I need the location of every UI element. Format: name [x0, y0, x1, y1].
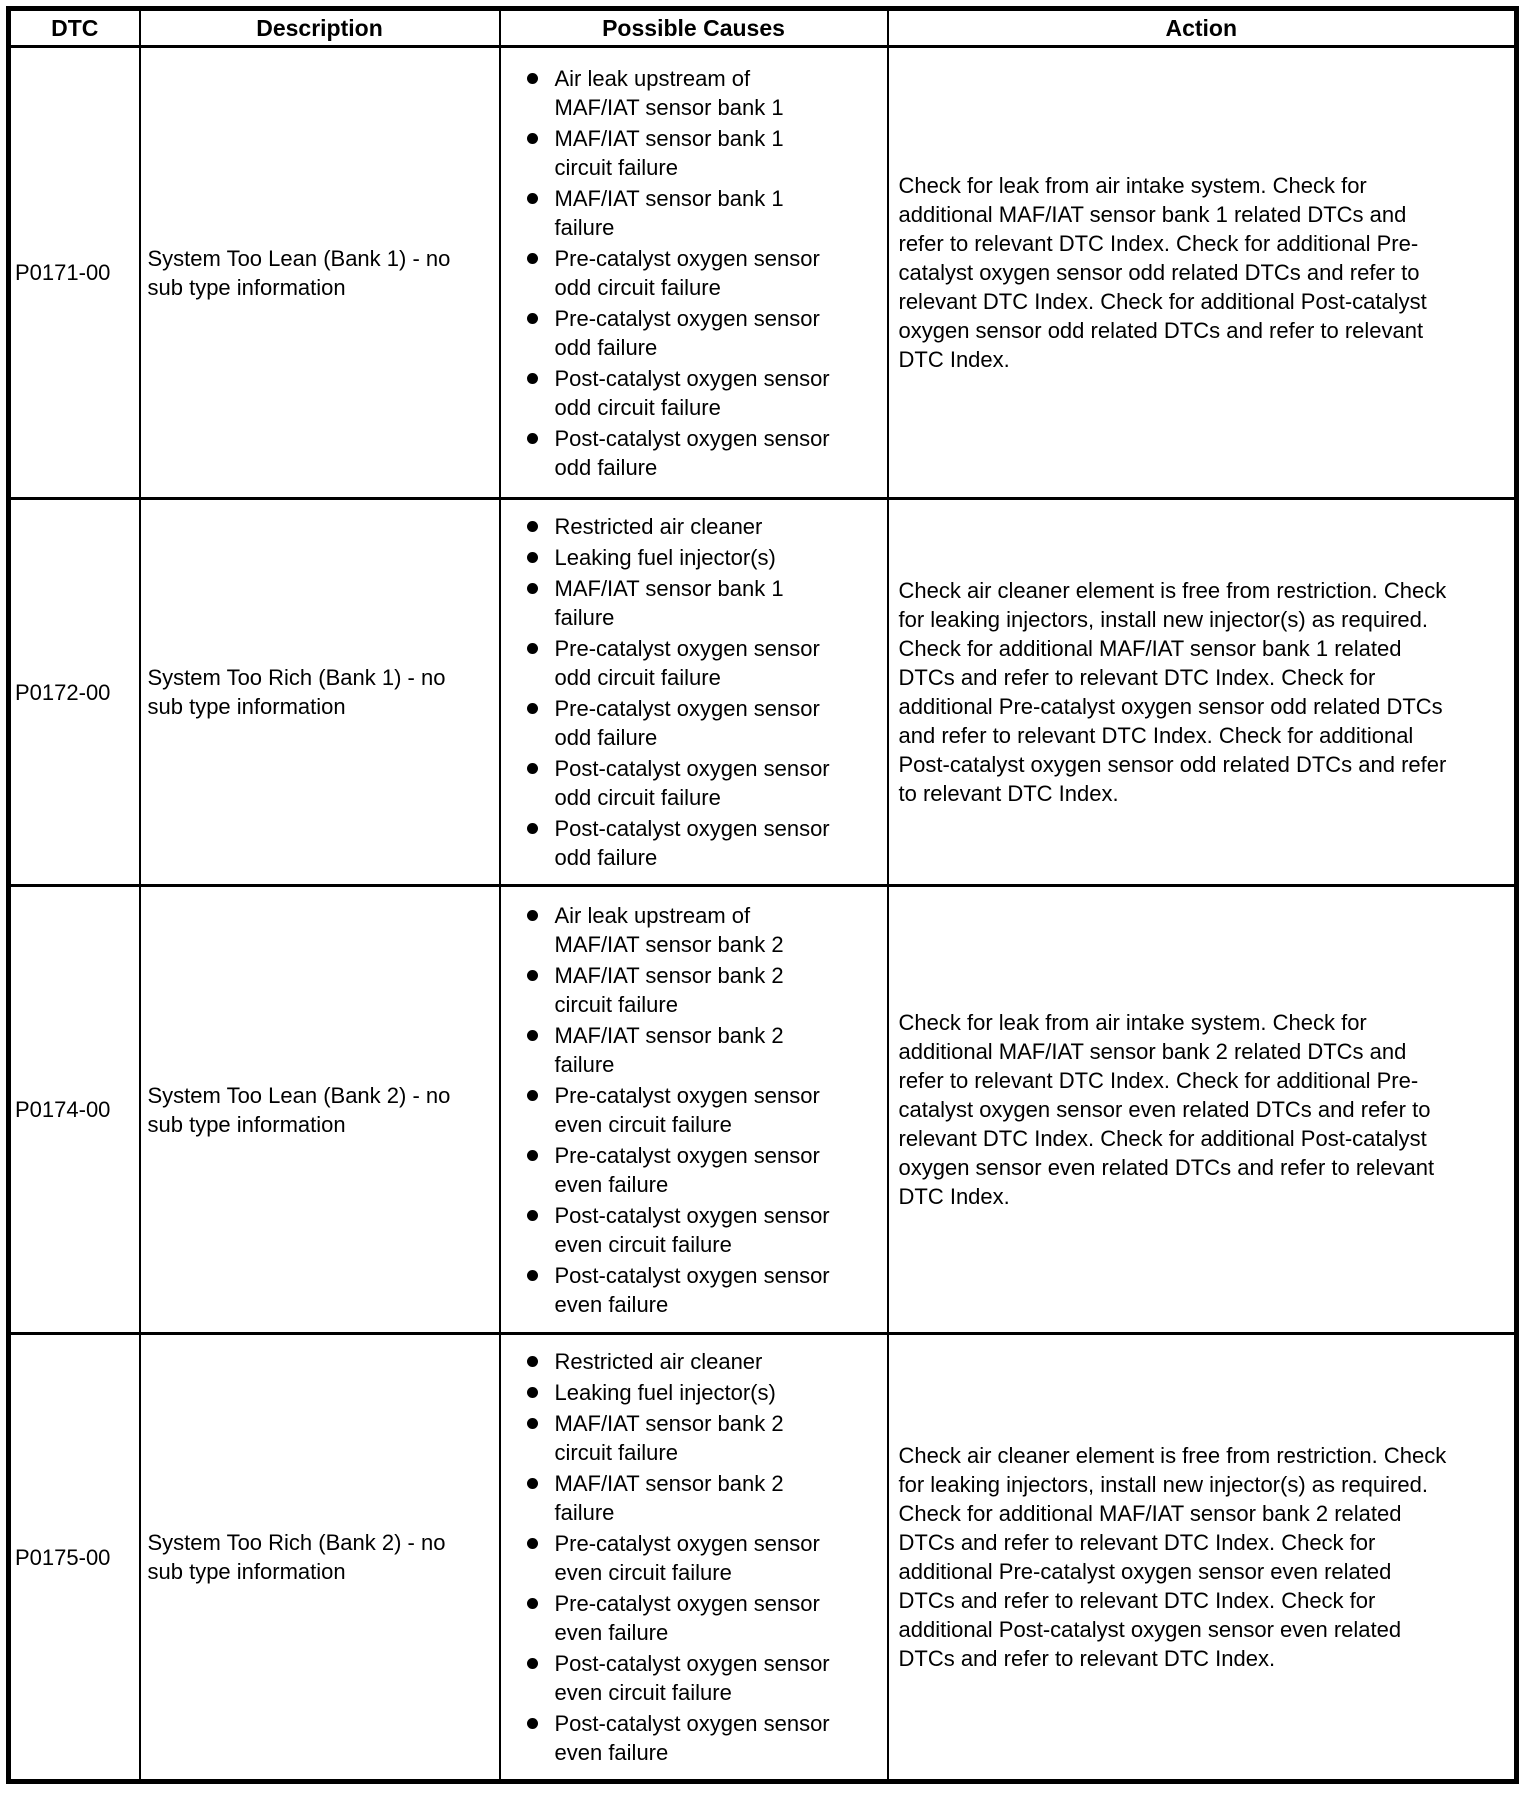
- description-text: System Too Rich (Bank 2) - no sub type information: [147, 1530, 446, 1584]
- table-row: [9, 1334, 1517, 1782]
- bullet-icon: [527, 970, 538, 981]
- action-text: Check for leak from air intake system. Check for additional MAF/IAT sensor bank 1 related DTCs and refer to relevant DTC Index. Check for additional Pre-catalyst oxygen sensor odd related DTCs and refer to relevant DTC Index. Check for additional Post-catalyst oxygen sensor odd related DTCs and refer to relevant DTC Index.: [898, 173, 1427, 372]
- cause-item: [501, 634, 887, 692]
- cause-text: MAF/IAT sensor bank 1 failure: [554, 185, 784, 240]
- dtc-cell: [9, 1334, 140, 1782]
- cause-text: Restricted air cleaner: [554, 514, 763, 539]
- action-text: Check air cleaner element is free from restriction. Check for leaking injectors, install new injector(s) as required. Check for additional MAF/IAT sensor bank 2 related DTCs and refer to relevant DTC Index. Check for additional Pre-catalyst oxygen sensor even related DTCs and refer to relevant DTC Index. Check for additional Post-catalyst oxygen sensor even related DTCs and refer to relevant DTC Index.: [898, 1443, 1447, 1671]
- possible-causes-cell: [500, 47, 888, 499]
- cause-text: MAF/IAT sensor bank 1 failure: [554, 576, 784, 630]
- table-header-row: [9, 9, 1517, 47]
- cause-text: MAF/IAT sensor bank 2 failure: [554, 1471, 784, 1525]
- cause-text: Post-catalyst oxygen sensor even circuit failure: [554, 1202, 830, 1257]
- cause-text: Restricted air cleaner: [554, 1349, 763, 1374]
- cause-item: [501, 1649, 887, 1707]
- header-action: Action: [888, 9, 1517, 47]
- dtc-code: P0174-00: [15, 1097, 111, 1122]
- cause-item: [501, 184, 887, 242]
- cause-item: [501, 814, 887, 872]
- table-row: [9, 499, 1517, 886]
- bullet-icon: [527, 313, 538, 324]
- bullet-icon: [527, 823, 538, 834]
- bullet-icon: [527, 433, 538, 444]
- cause-item: [501, 961, 887, 1019]
- cause-text: Post-catalyst oxygen sensor even failure: [554, 1262, 830, 1317]
- bullet-icon: [527, 1387, 538, 1398]
- table-row: [9, 886, 1517, 1334]
- dtc-cell: [9, 499, 140, 886]
- cause-item: [501, 364, 887, 422]
- cause-item: [501, 1141, 887, 1199]
- description-cell: [140, 47, 500, 499]
- action-text: Check air cleaner element is free from restriction. Check for leaking injectors, install new injector(s) as required. Check for additional MAF/IAT sensor bank 1 related DTCs and refer to relevant DTC Index. Check for additional Pre-catalyst oxygen sensor odd related DTCs and refer to relevant DTC Index. Check for additional Post-catalyst oxygen sensor odd related DTCs and refer to relevant DTC Index.: [898, 578, 1447, 806]
- cause-item: [501, 574, 887, 632]
- bullet-icon: [527, 583, 538, 594]
- description-text: System Too Lean (Bank 2) - no sub type information: [147, 1082, 451, 1137]
- bullet-icon: [527, 552, 538, 563]
- dtc-code: P0172-00: [15, 679, 111, 705]
- causes-list: [501, 901, 887, 1319]
- cause-text: MAF/IAT sensor bank 2 circuit failure: [554, 1411, 784, 1465]
- bullet-icon: [527, 1210, 538, 1221]
- possible-causes-cell: [500, 1334, 888, 1782]
- cause-text: Post-catalyst oxygen sensor even circuit failure: [554, 1651, 830, 1705]
- bullet-icon: [527, 253, 538, 264]
- bullet-icon: [527, 1270, 538, 1281]
- dtc-cell: [9, 47, 140, 499]
- causes-list: [501, 1347, 887, 1767]
- cause-item: [501, 512, 887, 541]
- bullet-icon: [527, 910, 538, 921]
- cause-item: [501, 244, 887, 302]
- cause-text: Pre-catalyst oxygen sensor even failure: [554, 1142, 820, 1197]
- cause-item: [501, 124, 887, 182]
- cause-item: [501, 64, 887, 122]
- description-cell: [140, 499, 500, 886]
- cause-text: Leaking fuel injector(s): [554, 1380, 776, 1405]
- action-cell: [888, 47, 1517, 499]
- dtc-code: P0175-00: [15, 1544, 111, 1570]
- cause-item: [501, 754, 887, 812]
- causes-list: [501, 64, 887, 482]
- bullet-icon: [527, 763, 538, 774]
- description-text: System Too Lean (Bank 1) - no sub type information: [147, 245, 451, 300]
- bullet-icon: [527, 1090, 538, 1101]
- action-text: Check for leak from air intake system. Check for additional MAF/IAT sensor bank 2 related DTCs and refer to relevant DTC Index. Check for additional Pre-catalyst oxygen sensor even related DTCs and refer to relevant DTC Index. Check for additional Post-catalyst oxygen sensor even related DTCs and refer to relevant DTC Index.: [898, 1010, 1435, 1209]
- cause-item: [501, 1469, 887, 1527]
- cause-text: Pre-catalyst oxygen sensor odd circuit failure: [554, 245, 820, 300]
- cause-item: [501, 901, 887, 959]
- cause-text: MAF/IAT sensor bank 2 failure: [554, 1022, 784, 1077]
- cause-text: Post-catalyst oxygen sensor even failure: [554, 1711, 830, 1765]
- bullet-icon: [527, 1658, 538, 1669]
- causes-list: [501, 512, 887, 872]
- cause-item: [501, 1589, 887, 1647]
- table-row: [9, 47, 1517, 499]
- cause-text: Post-catalyst oxygen sensor odd circuit failure: [554, 756, 830, 810]
- bullet-icon: [527, 1718, 538, 1729]
- cause-item: [501, 304, 887, 362]
- cause-text: Post-catalyst oxygen sensor odd failure: [554, 425, 830, 480]
- cause-item: [501, 694, 887, 752]
- cause-text: Pre-catalyst oxygen sensor even circuit failure: [554, 1531, 820, 1585]
- cause-text: MAF/IAT sensor bank 1 circuit failure: [554, 125, 784, 180]
- bullet-icon: [527, 373, 538, 384]
- cause-text: Post-catalyst oxygen sensor odd circuit failure: [554, 365, 830, 420]
- cause-item: [501, 1709, 887, 1767]
- bullet-icon: [527, 1538, 538, 1549]
- cause-item: [501, 1378, 887, 1407]
- header-description: Description: [140, 9, 500, 47]
- dtc-code: P0171-00: [15, 260, 111, 285]
- cause-text: Pre-catalyst oxygen sensor odd failure: [554, 305, 820, 360]
- bullet-icon: [527, 1356, 538, 1367]
- cause-item: [501, 1021, 887, 1079]
- cause-item: [501, 1529, 887, 1587]
- header-possible-causes: Possible Causes: [500, 9, 888, 47]
- bullet-icon: [527, 1598, 538, 1609]
- action-cell: [888, 1334, 1517, 1782]
- bullet-icon: [527, 133, 538, 144]
- bullet-icon: [527, 193, 538, 204]
- cause-text: Pre-catalyst oxygen sensor odd failure: [554, 696, 820, 750]
- cause-item: [501, 1201, 887, 1259]
- cause-item: [501, 1409, 887, 1467]
- action-cell: [888, 886, 1517, 1334]
- possible-causes-cell: [500, 886, 888, 1334]
- possible-causes-cell: [500, 499, 888, 886]
- description-text: System Too Rich (Bank 1) - no sub type information: [147, 665, 446, 719]
- action-cell: [888, 499, 1517, 886]
- cause-text: Post-catalyst oxygen sensor odd failure: [554, 816, 830, 870]
- cause-item: [501, 1081, 887, 1139]
- description-cell: [140, 886, 500, 1334]
- header-dtc: DTC: [9, 9, 140, 47]
- bullet-icon: [527, 521, 538, 532]
- cause-text: MAF/IAT sensor bank 2 circuit failure: [554, 962, 784, 1017]
- bullet-icon: [527, 73, 538, 84]
- dtc-cell: [9, 886, 140, 1334]
- bullet-icon: [527, 1030, 538, 1041]
- cause-item: [501, 543, 887, 572]
- description-cell: [140, 1334, 500, 1782]
- cause-text: Pre-catalyst oxygen sensor even failure: [554, 1591, 820, 1645]
- cause-text: Pre-catalyst oxygen sensor odd circuit failure: [554, 636, 820, 690]
- bullet-icon: [527, 1478, 538, 1489]
- cause-text: Pre-catalyst oxygen sensor even circuit failure: [554, 1082, 820, 1137]
- cause-text: Air leak upstream of MAF/IAT sensor bank 1: [554, 65, 784, 120]
- bullet-icon: [527, 703, 538, 714]
- bullet-icon: [527, 1418, 538, 1429]
- bullet-icon: [527, 643, 538, 654]
- cause-item: [501, 1347, 887, 1376]
- cause-text: Air leak upstream of MAF/IAT sensor bank 2: [554, 902, 784, 957]
- cause-item: [501, 424, 887, 482]
- bullet-icon: [527, 1150, 538, 1161]
- cause-text: Leaking fuel injector(s): [554, 545, 776, 570]
- dtc-index-table: [6, 6, 1519, 1784]
- cause-item: [501, 1261, 887, 1319]
